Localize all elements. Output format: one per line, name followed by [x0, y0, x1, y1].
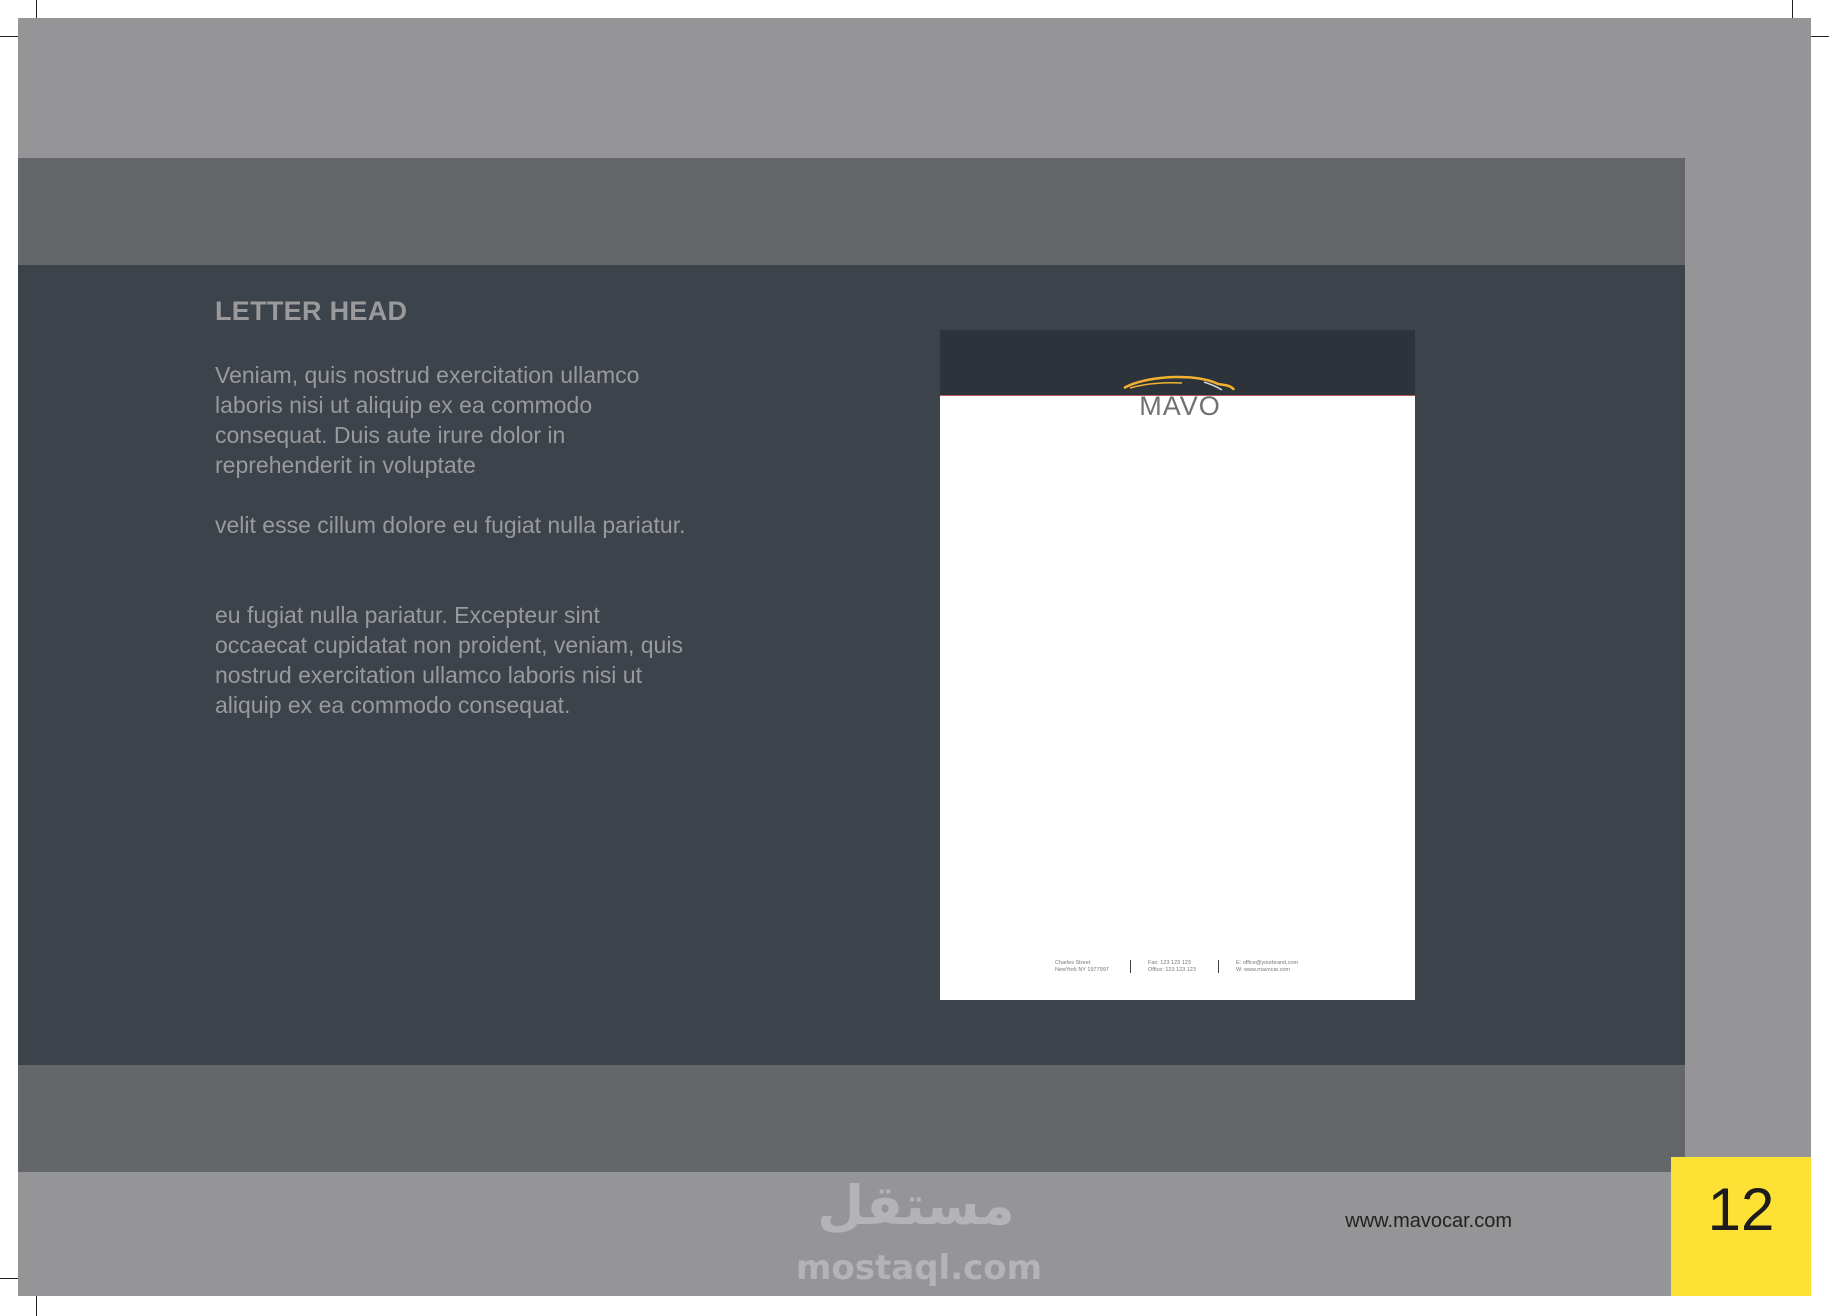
paragraph-3: eu fugiat nulla pariatur. Excepteur sint occaecat cupidatat non proident, veniam, quis nostrud exercitation ullamco laboris nisi ut aliquip ex ea commodo consequat. [215, 602, 683, 718]
letterhead-logo-text: MAVO [1139, 391, 1221, 421]
footer-divider [1130, 960, 1131, 973]
crop-mark [36, 0, 37, 18]
section-title: LETTER HEAD [215, 296, 408, 326]
letterhead-mockup [940, 330, 1415, 1000]
watermark-latin: mostaql.com [796, 1248, 1043, 1288]
crop-mark [1792, 0, 1793, 18]
crop-mark [0, 1278, 18, 1279]
page-number: 12 [1707, 1176, 1775, 1243]
paragraph-2: velit esse cillum dolore eu fugiat nulla pariatur. [215, 512, 686, 538]
crop-mark [36, 1296, 37, 1316]
website-url: www.mavocar.com [1345, 1210, 1512, 1232]
bottom-band [18, 1065, 1685, 1172]
letterhead-address: Charles Street NewYork NY 1977997 [1055, 960, 1109, 973]
top-band [18, 158, 1685, 265]
letterhead-phone: Fax: 123 123 123 Office: 123 123 123 [1148, 960, 1196, 973]
page-number-badge [1671, 1157, 1811, 1296]
paragraph-1: Veniam, quis nostrud exercitation ullamco laboris nisi ut aliquip ex ea commodo consequat. Duis aute irure dolor in reprehenderit in voluptate [215, 362, 640, 478]
letterhead-contact: E: office@yourbrand.com W: www.mavocar.com [1236, 960, 1299, 973]
crop-mark [0, 36, 18, 37]
watermark-arabic: مستقل [817, 1174, 1015, 1237]
footer-divider [1218, 960, 1219, 973]
crop-mark [1811, 36, 1829, 37]
